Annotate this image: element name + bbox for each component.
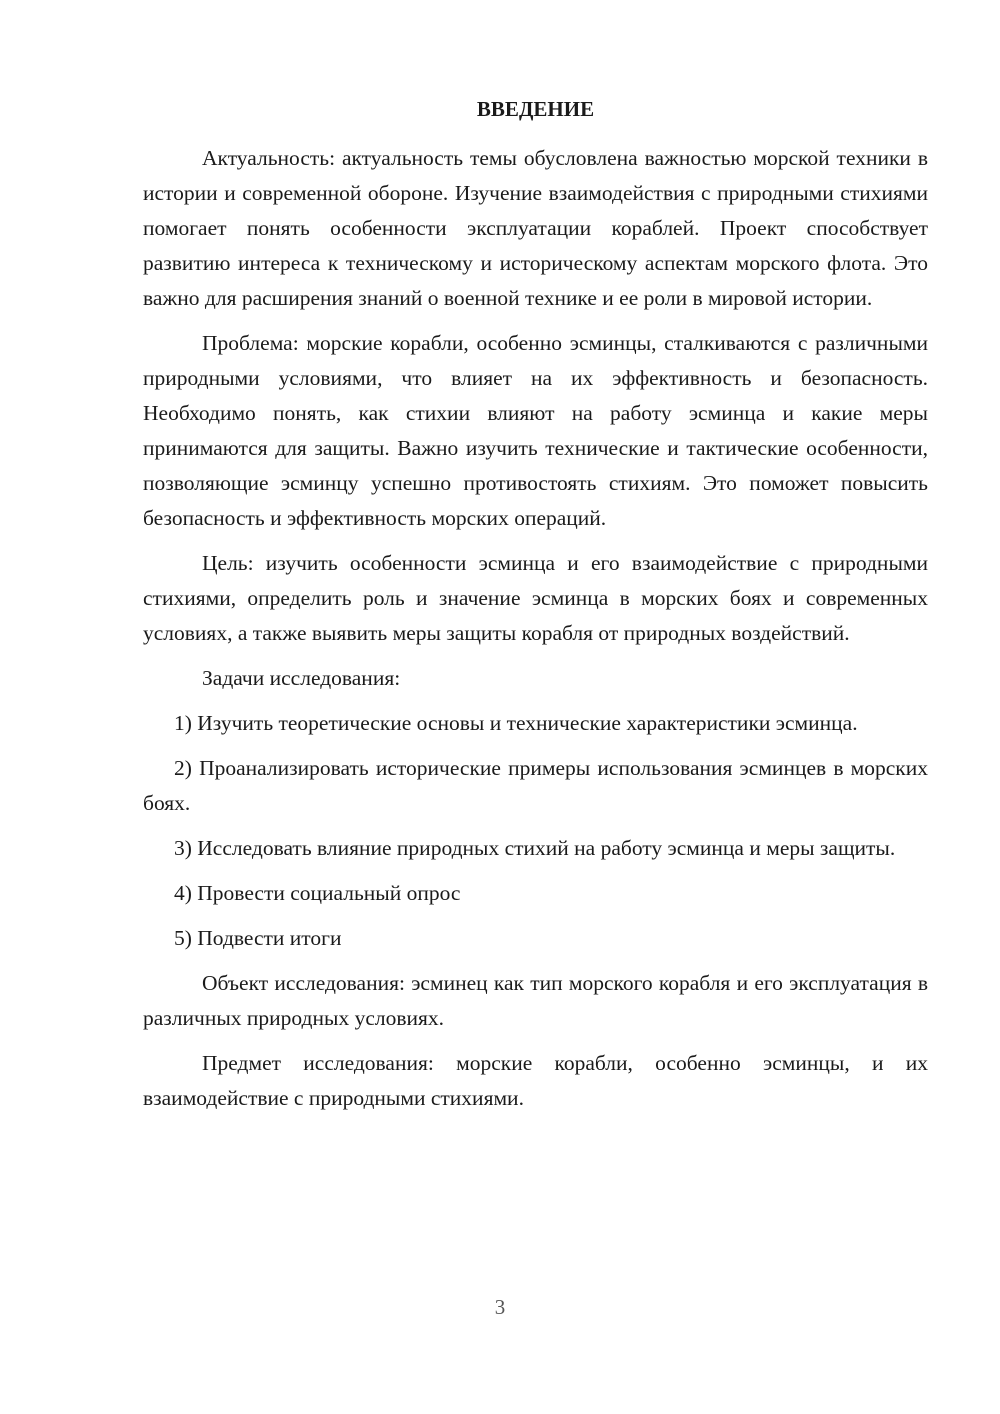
tasks-heading: Задачи исследования: [202,666,401,690]
paragraph-object: Объект исследования: эсминец как тип морского корабля и его эксплуатация в различных природных условиях. [143,971,928,1030]
paragraph-subject: Предмет исследования: морские корабли, особенно эсминцы, и их взаимодействие с природными стихиями. [143,1051,928,1110]
task-item-4: 4) Провести социальный опрос [174,881,461,905]
section-title: ВВЕДЕНИЕ [476,97,595,121]
paragraph-relevance: Актуальность: актуальность темы обусловлена важностью морской техники в истории и современной обороне. Изучение взаимодействия с природными стихиями помогает понять особенности эксплуатации кораблей. Проект способствует развитию интереса к техническому и историческому аспектам морского флота. Это важно для расширения знаний о военной технике и ее роли в мировой истории. [143,146,928,310]
task-item-5: 5) Подвести итоги [174,926,342,950]
page-number: 3 [494,1295,506,1319]
task-item-2: 2) Проанализировать исторические примеры использования эсминцев в морских боях. [143,756,928,815]
document-page [143,92,928,1126]
paragraph-problem: Проблема: морские корабли, особенно эсминцы, сталкиваются с различными природными условиями, что влияет на их эффективность и безопасность. Необходимо понять, как стихии влияют на работу эсминца и какие меры принимаются для защиты. Важно изучить технические и тактические особенности, позволяющие эсминцу успешно противостоять стихиям. Это поможет повысить безопасность и эффективность морских операций. [143,331,928,530]
paragraph-goal: Цель: изучить особенности эсминца и его взаимодействие с природными стихиями, определить роль и значение эсминца в морских боях и современных условиях, а также выявить меры защиты корабля от природных воздействий. [143,551,928,645]
task-item-3: 3) Исследовать влияние природных стихий на работу эсминца и меры защиты. [174,836,896,860]
task-item-1: 1) Изучить теоретические основы и технические характеристики эсминца. [174,711,858,735]
